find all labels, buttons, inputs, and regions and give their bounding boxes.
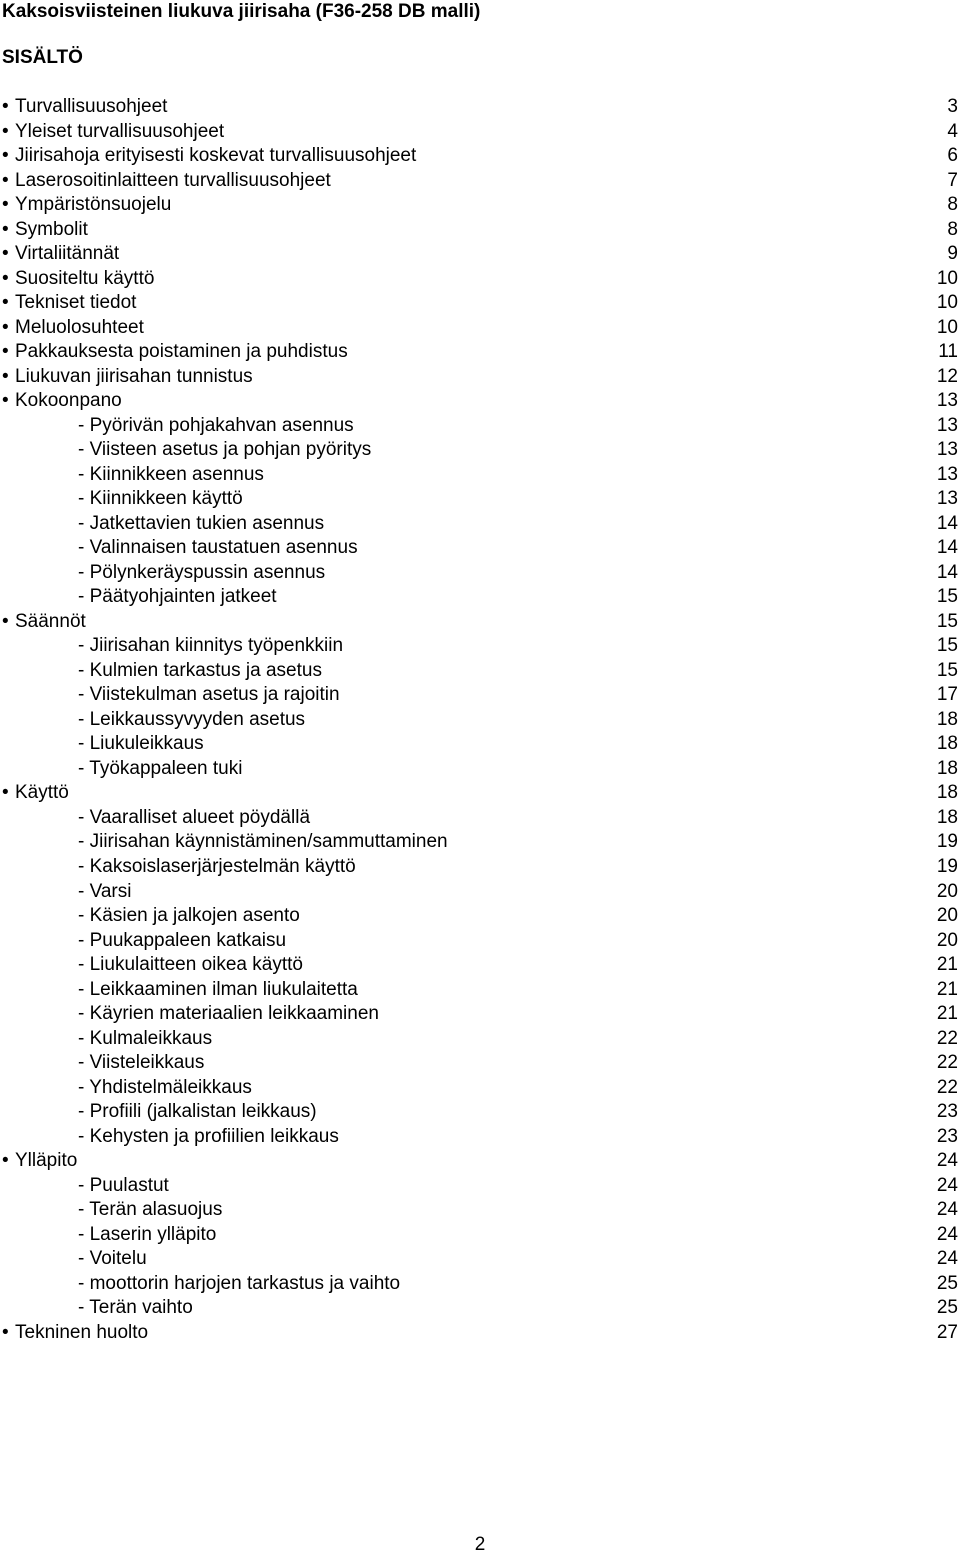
toc-subentry bbox=[0, 463, 960, 488]
toc-subentry bbox=[0, 830, 960, 855]
toc-entry-label: - Liukuleikkaus bbox=[78, 733, 204, 755]
toc-subentry bbox=[0, 414, 960, 439]
toc-entry-page: 8 bbox=[947, 194, 958, 216]
toc-subentry bbox=[0, 659, 960, 684]
toc-entry-label: - Pölynkeräyspussin asennus bbox=[78, 561, 326, 583]
toc-entry-label: Pakkauksesta poistaminen ja puhdistus bbox=[15, 341, 348, 363]
bullet-icon: • bbox=[2, 243, 9, 265]
toc-subentry bbox=[0, 855, 960, 880]
toc-entry-label: - Jiirisahan käynnistäminen/sammuttaminen bbox=[78, 831, 448, 853]
toc-entry-page: 22 bbox=[936, 1027, 958, 1049]
toc-subentry bbox=[0, 1247, 960, 1272]
toc-entry-label: - Jatkettavien tukien asennus bbox=[78, 512, 325, 534]
bullet-icon: • bbox=[2, 120, 9, 142]
toc-entry-label: - Vaaralliset alueet pöydällä bbox=[78, 806, 311, 828]
toc-entry-page: 21 bbox=[936, 978, 958, 1000]
toc-entry bbox=[0, 169, 960, 194]
toc-entry bbox=[0, 144, 960, 169]
bullet-icon: • bbox=[2, 194, 9, 216]
toc-entry-label: - Leikkaaminen ilman liukulaitetta bbox=[78, 978, 358, 1000]
toc-entry-label: Liukuvan jiirisahan tunnistus bbox=[15, 365, 253, 387]
toc-entry-label: Kokoonpano bbox=[15, 390, 122, 412]
toc-entry-page: 23 bbox=[936, 1101, 958, 1123]
toc-entry bbox=[0, 316, 960, 341]
toc-subentry bbox=[0, 536, 960, 561]
toc-entry bbox=[0, 340, 960, 365]
toc-entry-page: 13 bbox=[936, 488, 958, 510]
toc-entry-label: - Kiinnikkeen käyttö bbox=[78, 488, 243, 510]
toc-entry-page: 21 bbox=[936, 1003, 958, 1025]
toc-entry-page: 7 bbox=[947, 169, 958, 191]
toc-entry-label: - Viisteen asetus ja pohjan pyöritys bbox=[78, 439, 372, 461]
bullet-icon: • bbox=[2, 96, 9, 117]
toc-entry-page: 24 bbox=[936, 1248, 958, 1270]
toc-entry-label: Käyttö bbox=[15, 782, 69, 804]
toc-entry bbox=[0, 1149, 960, 1174]
toc-entry-page: 20 bbox=[936, 905, 958, 927]
toc-subentry bbox=[0, 1027, 960, 1052]
toc-entry-label: - Käyrien materiaalien leikkaaminen bbox=[78, 1003, 379, 1025]
toc-entry-page: 15 bbox=[936, 610, 958, 632]
toc-entry-page: 24 bbox=[936, 1174, 958, 1196]
toc-subentry bbox=[0, 757, 960, 782]
toc-entry bbox=[0, 389, 960, 414]
toc-entry-label: Suositeltu käyttö bbox=[15, 267, 155, 289]
toc-entry-page: 6 bbox=[947, 145, 958, 167]
toc-entry-label: - Varsi bbox=[78, 880, 132, 902]
bullet-icon: • bbox=[2, 316, 9, 338]
toc-subentry bbox=[0, 732, 960, 757]
toc-entry-page: 18 bbox=[936, 733, 958, 755]
toc-entry-page: 14 bbox=[936, 561, 958, 583]
toc-entry-page: 20 bbox=[936, 929, 958, 951]
toc-subentry bbox=[0, 512, 960, 537]
toc-entry-page: 12 bbox=[936, 365, 958, 387]
toc-subentry bbox=[0, 561, 960, 586]
toc-entry bbox=[0, 193, 960, 218]
toc-subentry bbox=[0, 1198, 960, 1223]
toc-entry-page: 22 bbox=[936, 1076, 958, 1098]
toc-subentry bbox=[0, 1174, 960, 1199]
toc-entry-page: 14 bbox=[936, 512, 958, 534]
toc-entry-label: - Kulmien tarkastus ja asetus bbox=[78, 659, 322, 681]
toc-subentry bbox=[0, 1100, 960, 1125]
toc-entry-page: 18 bbox=[936, 708, 958, 730]
toc-entry-label: Säännöt bbox=[15, 610, 86, 632]
toc-subentry bbox=[0, 1223, 960, 1248]
toc-subentry bbox=[0, 487, 960, 512]
toc-entry bbox=[0, 95, 960, 120]
document-title: Kaksoisviisteinen liukuva jiirisaha (F36-258 DB malli) bbox=[2, 1, 481, 22]
toc-entry-page: 19 bbox=[936, 855, 958, 877]
toc-subentry bbox=[0, 634, 960, 659]
toc-entry-page: 27 bbox=[936, 1321, 958, 1343]
toc-subentry bbox=[0, 806, 960, 831]
toc-entry-page: 13 bbox=[936, 414, 958, 436]
toc-entry-label: - Terän alasuojus bbox=[78, 1199, 223, 1221]
bullet-icon: • bbox=[2, 292, 9, 314]
toc-entry-page: 13 bbox=[936, 463, 958, 485]
toc-entry-label: - Viistekulman asetus ja rajoitin bbox=[78, 684, 340, 706]
toc-entry bbox=[0, 291, 960, 316]
toc-entry bbox=[0, 781, 960, 806]
toc-entry-page: 18 bbox=[936, 757, 958, 779]
toc-entry-page: 4 bbox=[947, 120, 958, 142]
toc-entry-label: Yleiset turvallisuusohjeet bbox=[15, 120, 225, 142]
toc-subentry bbox=[0, 1272, 960, 1297]
toc-entry-label: - Puukappaleen katkaisu bbox=[78, 929, 287, 951]
toc-entry-page: 17 bbox=[936, 684, 958, 706]
toc-entry-label: - Leikkaussyvyyden asetus bbox=[78, 708, 306, 730]
toc-entry-page: 25 bbox=[936, 1272, 958, 1294]
toc-entry-label: - Työkappaleen tuki bbox=[78, 757, 243, 779]
toc-entry-label: - Päätyohjainten jatkeet bbox=[78, 586, 277, 608]
toc-entry-page: 22 bbox=[936, 1052, 958, 1074]
toc-subentry bbox=[0, 585, 960, 610]
toc-entry-label: Symbolit bbox=[15, 218, 88, 240]
toc-entry-label: - Kaksoislaserjärjestelmän käyttö bbox=[78, 855, 356, 877]
bullet-icon: • bbox=[2, 365, 9, 387]
toc-entry-label: - Valinnaisen taustatuen asennus bbox=[78, 537, 358, 559]
bullet-icon: • bbox=[2, 610, 9, 632]
toc-entry-label: - Käsien ja jalkojen asento bbox=[78, 905, 300, 927]
bullet-icon: • bbox=[2, 390, 9, 412]
toc-entry-label: - Kehysten ja profiilien leikkaus bbox=[78, 1125, 339, 1147]
toc-entry bbox=[0, 267, 960, 292]
toc-entry-page: 15 bbox=[936, 586, 958, 608]
toc-entry bbox=[0, 610, 960, 635]
toc-subentry bbox=[0, 1002, 960, 1027]
toc-entry-page: 21 bbox=[936, 954, 958, 976]
toc-entry-page: 10 bbox=[936, 292, 958, 314]
toc-entry-label: - moottorin harjojen tarkastus ja vaihto bbox=[78, 1272, 401, 1294]
toc-entry-label: - Puulastut bbox=[78, 1174, 169, 1196]
toc-entry-page: 25 bbox=[936, 1297, 958, 1319]
toc-entry-label: - Voitelu bbox=[78, 1248, 147, 1270]
toc-subentry bbox=[0, 438, 960, 463]
bullet-icon: • bbox=[2, 1321, 9, 1343]
toc-entry-page: 24 bbox=[936, 1223, 958, 1245]
bullet-icon: • bbox=[2, 218, 9, 240]
bullet-icon: • bbox=[2, 1150, 9, 1172]
toc-entry-page: 15 bbox=[936, 635, 958, 657]
toc-subentry bbox=[0, 880, 960, 905]
toc-subentry bbox=[0, 683, 960, 708]
toc-entry-page: 8 bbox=[947, 218, 958, 240]
toc-entry-label: - Liukulaitteen oikea käyttö bbox=[78, 954, 303, 976]
toc-entry-label: Tekniset tiedot bbox=[15, 292, 137, 314]
toc-entry bbox=[0, 365, 960, 390]
toc-entry-page: 13 bbox=[936, 439, 958, 461]
toc-entry-label: Virtaliitännät bbox=[15, 243, 120, 265]
toc-entry-page: 24 bbox=[936, 1150, 958, 1172]
toc-entry-label: Jiirisahoja erityisesti koskevat turvallisuusohjeet bbox=[15, 145, 417, 167]
toc-entry-page: 15 bbox=[936, 659, 958, 681]
toc-heading: SISÄLTÖ bbox=[2, 47, 83, 68]
toc-subentry bbox=[0, 1296, 960, 1321]
toc-subentry bbox=[0, 953, 960, 978]
toc-entry-page: 18 bbox=[936, 782, 958, 804]
toc-subentry bbox=[0, 978, 960, 1003]
toc-entry-label: - Terän vaihto bbox=[78, 1297, 193, 1319]
toc-entry-label: - Pyörivän pohjakahvan asennus bbox=[78, 414, 354, 436]
toc-subentry bbox=[0, 1125, 960, 1150]
bullet-icon: • bbox=[2, 145, 9, 167]
toc-entry-page: 10 bbox=[936, 267, 958, 289]
toc-subentry bbox=[0, 1076, 960, 1101]
toc-entry bbox=[0, 120, 960, 145]
table-of-contents bbox=[0, 95, 960, 1345]
toc-entry-label: - Kiinnikkeen asennus bbox=[78, 463, 264, 485]
toc-entry-label: Tekninen huolto bbox=[15, 1321, 149, 1343]
toc-entry-page: 19 bbox=[936, 831, 958, 853]
toc-entry-label: - Viisteleikkaus bbox=[78, 1052, 205, 1074]
toc-entry-page: 3 bbox=[947, 96, 958, 117]
toc-entry-label: Ylläpito bbox=[15, 1150, 78, 1172]
toc-subentry bbox=[0, 904, 960, 929]
toc-entry-page: 9 bbox=[947, 243, 958, 265]
toc-entry-page: 20 bbox=[936, 880, 958, 902]
toc-entry bbox=[0, 1321, 960, 1346]
toc-entry-label: Laserosoitinlaitteen turvallisuusohjeet bbox=[15, 169, 331, 191]
toc-entry-page: 13 bbox=[936, 390, 958, 412]
toc-entry-label: - Laserin ylläpito bbox=[78, 1223, 217, 1245]
toc-entry-label: Meluolosuhteet bbox=[15, 316, 144, 338]
toc-subentry bbox=[0, 929, 960, 954]
toc-entry-label: - Yhdistelmäleikkaus bbox=[78, 1076, 252, 1098]
toc-entry-label: - Profiili (jalkalistan leikkaus) bbox=[78, 1101, 317, 1123]
toc-entry-page: 24 bbox=[936, 1199, 958, 1221]
page-number: 2 bbox=[474, 1534, 486, 1555]
toc-entry-page: 23 bbox=[936, 1125, 958, 1147]
toc-entry-page: 10 bbox=[936, 316, 958, 338]
bullet-icon: • bbox=[2, 169, 9, 191]
toc-entry bbox=[0, 242, 960, 267]
toc-entry-label: Turvallisuusohjeet bbox=[15, 96, 168, 117]
toc-entry-page: 14 bbox=[936, 537, 958, 559]
toc-entry bbox=[0, 218, 960, 243]
bullet-icon: • bbox=[2, 782, 9, 804]
toc-entry-page: 18 bbox=[936, 806, 958, 828]
toc-entry-label: Ympäristönsuojelu bbox=[15, 194, 172, 216]
toc-entry-label: - Jiirisahan kiinnitys työpenkkiin bbox=[78, 635, 344, 657]
bullet-icon: • bbox=[2, 341, 9, 363]
toc-subentry bbox=[0, 1051, 960, 1076]
toc-subentry bbox=[0, 708, 960, 733]
toc-entry-page: 11 bbox=[938, 341, 958, 363]
bullet-icon: • bbox=[2, 267, 9, 289]
toc-entry-label: - Kulmaleikkaus bbox=[78, 1027, 213, 1049]
